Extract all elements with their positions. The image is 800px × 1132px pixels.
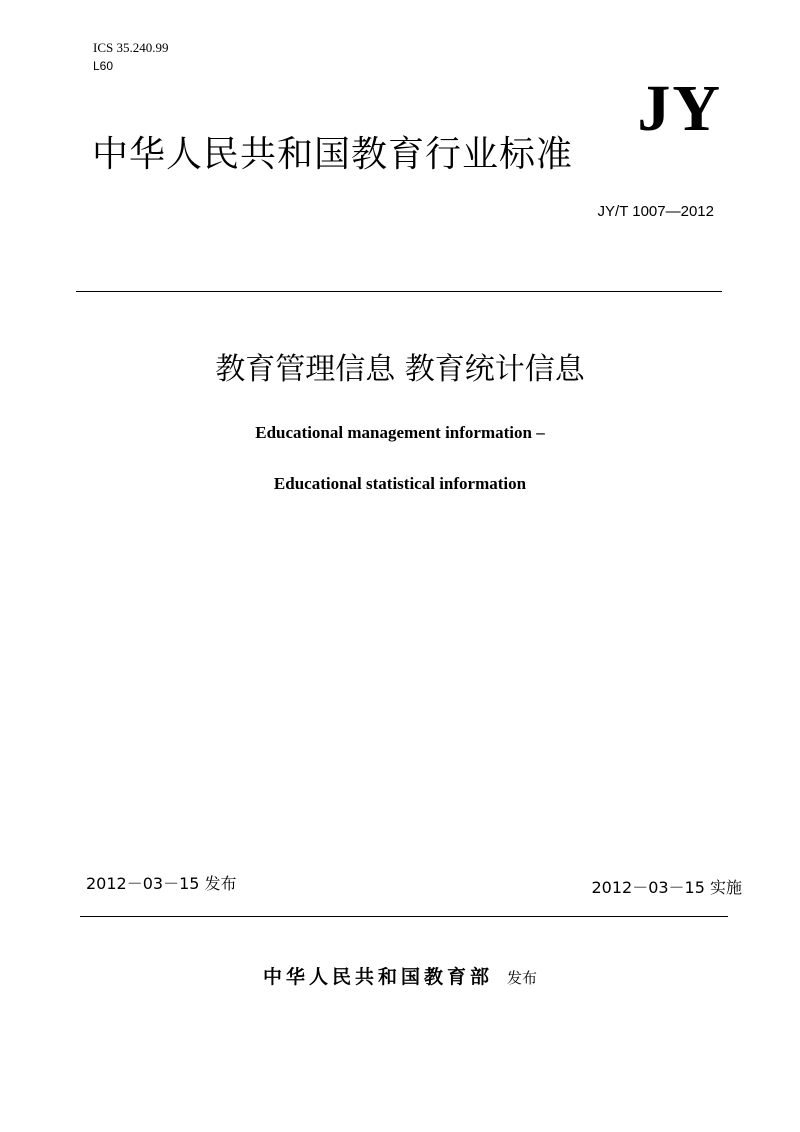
publisher-name: 中华人民共和国教育部 — [262, 966, 493, 988]
publisher-line — [0, 962, 800, 989]
bottom-divider — [80, 916, 728, 917]
jy-logo-mark: JY — [637, 72, 722, 145]
publisher-suffix: 发布 — [507, 969, 538, 987]
document-title-en-line-1: Educational management information – — [255, 423, 545, 442]
ccs-code: L60 — [93, 59, 114, 73]
issue-date: 2012－03－15 发布 — [86, 874, 237, 893]
standard-title: 中华人民共和国教育行业标准 — [92, 134, 574, 175]
top-divider — [76, 291, 722, 292]
document-title-en-line-2: Educational statistical information — [273, 474, 527, 493]
standard-number: JY/T 1007—2012 — [597, 203, 714, 220]
ics-code: ICS 35.240.99 — [93, 40, 169, 55]
implementation-date: 2012－03－15 实施 — [591, 878, 742, 897]
document-title-zh: 教育管理信息 教育统计信息 — [215, 352, 585, 387]
